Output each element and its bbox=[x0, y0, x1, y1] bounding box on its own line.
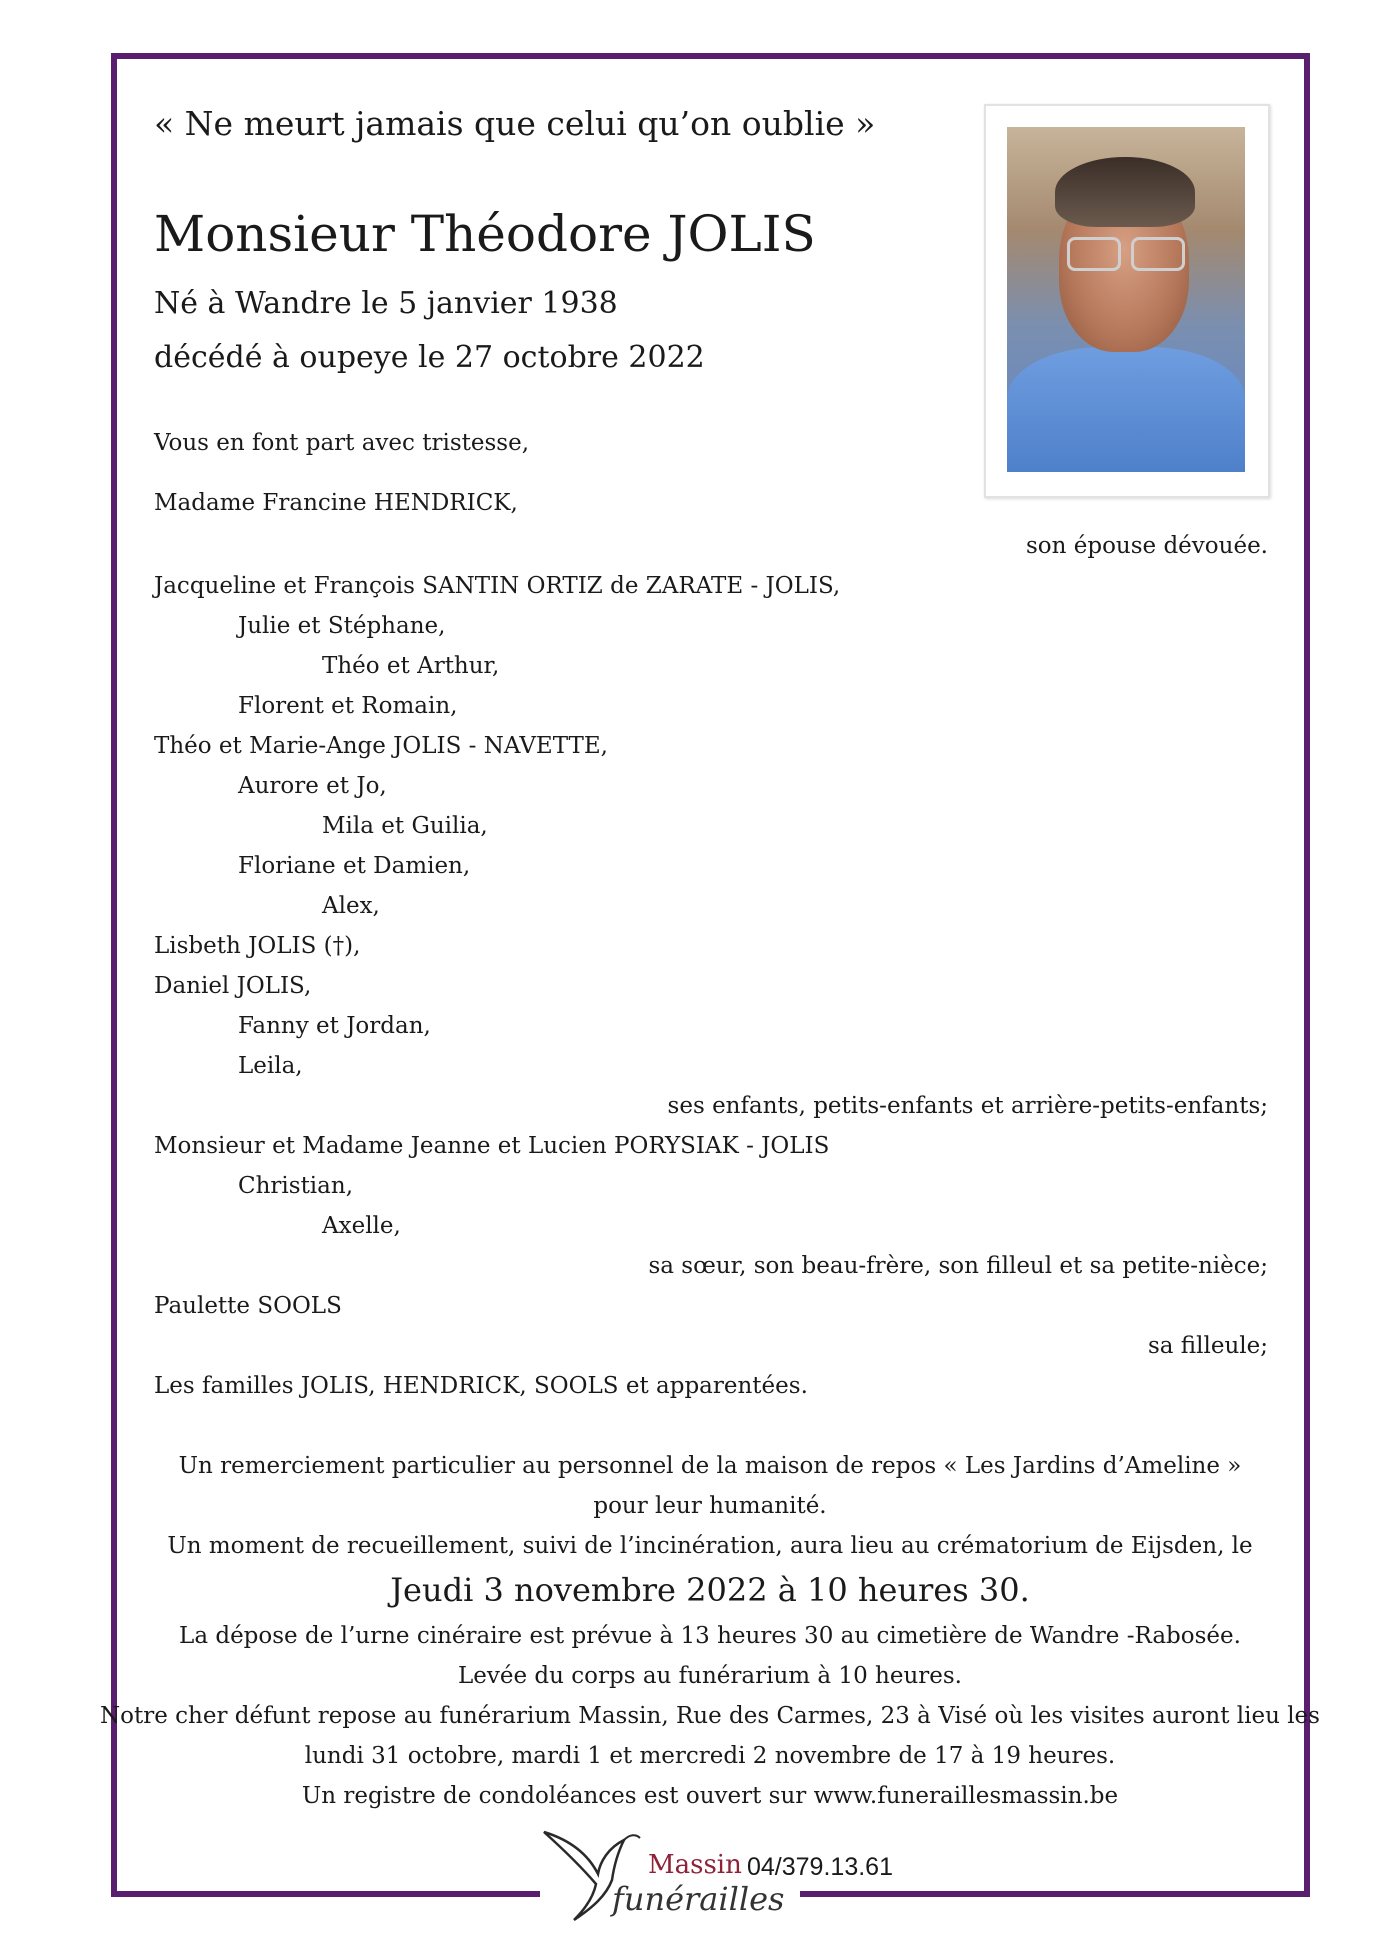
relation-line: son épouse dévouée. bbox=[1025, 533, 1268, 559]
family-line: Théo et Marie-Ange JOLIS - NAVETTE, bbox=[154, 733, 608, 759]
portrait-shirt bbox=[1007, 347, 1245, 472]
register-line: Un registre de condoléances est ouvert sur www.funeraillesmassin.be bbox=[301, 1783, 1119, 1809]
family-line: Paulette SOOLS bbox=[154, 1293, 342, 1319]
family-line: Mila et Guilia, bbox=[322, 813, 488, 839]
family-line: Lisbeth JOLIS (†), bbox=[154, 933, 361, 959]
portrait-frame bbox=[984, 104, 1270, 498]
family-line: Aurore et Jo, bbox=[238, 773, 387, 799]
family-line: Monsieur et Madame Jeanne et Lucien PORYSIAK - JOLIS bbox=[154, 1133, 830, 1159]
relation-line: sa sœur, son beau-frère, son filleul et sa petite-nièce; bbox=[648, 1253, 1268, 1279]
ceremony-date: Jeudi 3 novembre 2022 à 10 heures 30. bbox=[390, 1571, 1030, 1609]
family-line: Les familles JOLIS, HENDRICK, SOOLS et apparentées. bbox=[154, 1373, 808, 1399]
portrait-photo bbox=[1007, 127, 1245, 472]
urn-line: La dépose de l’urne cinéraire est prévue à 13 heures 30 au cimetière de Wandre -Rabosée. bbox=[179, 1623, 1241, 1649]
death-info: décédé à oupeye le 27 octobre 2022 bbox=[154, 340, 705, 375]
memorial-quote: « Ne meurt jamais que celui qu’on oublie » bbox=[154, 104, 876, 143]
family-line: Théo et Arthur, bbox=[322, 653, 500, 679]
thanks-line: pour leur humanité. bbox=[593, 1493, 827, 1519]
phone-number: 04/379.13.61 bbox=[747, 1853, 893, 1881]
family-line: Alex, bbox=[322, 893, 380, 919]
family-line: Florent et Romain, bbox=[238, 693, 458, 719]
visits-line: lundi 31 octobre, mardi 1 et mercredi 2 novembre de 17 à 19 heures. bbox=[304, 1743, 1116, 1769]
portrait-hair bbox=[1055, 157, 1195, 227]
family-line: Christian, bbox=[238, 1173, 353, 1199]
family-line: Julie et Stéphane, bbox=[238, 613, 446, 639]
levee-line: Levée du corps au funérarium à 10 heures. bbox=[458, 1663, 962, 1689]
family-line: Leila, bbox=[238, 1053, 303, 1079]
relation-line: sa filleule; bbox=[1147, 1333, 1268, 1359]
relation-line: ses enfants, petits-enfants et arrière-petits-enfants; bbox=[667, 1093, 1268, 1119]
birth-info: Né à Wandre le 5 janvier 1938 bbox=[154, 286, 618, 321]
family-line: Jacqueline et François SANTIN ORTIZ de ZARATE - JOLIS, bbox=[154, 573, 841, 599]
portrait-glasses bbox=[1067, 237, 1187, 267]
family-line: Madame Francine HENDRICK, bbox=[154, 490, 518, 516]
family-line: Axelle, bbox=[322, 1213, 401, 1239]
intro-line: Vous en font part avec tristesse, bbox=[154, 430, 530, 456]
family-line: Floriane et Damien, bbox=[238, 853, 471, 879]
family-line: Daniel JOLIS, bbox=[154, 973, 312, 999]
logo-funerailles-text: funérailles bbox=[612, 1880, 785, 1918]
visits-line: Notre cher défunt repose au funérarium Massin, Rue des Carmes, 23 à Visé où les visites auront lieu les bbox=[100, 1703, 1320, 1729]
family-line: Fanny et Jordan, bbox=[238, 1013, 431, 1039]
deceased-name: Monsieur Théodore JOLIS bbox=[154, 205, 816, 263]
logo-massin-text: Massin bbox=[648, 1850, 742, 1880]
thanks-line: Un remerciement particulier au personnel de la maison de repos « Les Jardins d’Ameline » bbox=[178, 1453, 1242, 1479]
ceremony-line: Un moment de recueillement, suivi de l’incinération, aura lieu au crématorium de Eijsden, le bbox=[167, 1533, 1253, 1559]
